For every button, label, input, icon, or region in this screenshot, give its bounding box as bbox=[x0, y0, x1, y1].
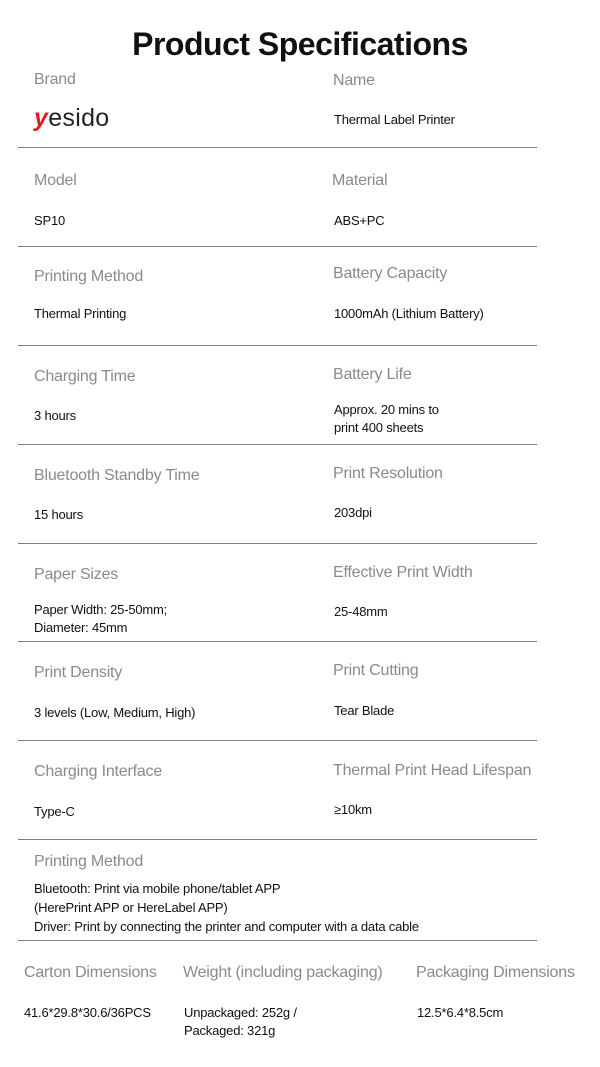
head-lifespan-label: Thermal Print Head Lifespan bbox=[333, 762, 532, 779]
paper-sizes-value-line2: Diameter: 45mm bbox=[34, 620, 128, 635]
weight-value-line2: Packaged: 321g bbox=[184, 1023, 276, 1038]
battery-life-label: Battery Life bbox=[333, 366, 412, 383]
effective-width-label: Effective Print Width bbox=[333, 564, 473, 581]
head-lifespan-value: ≥10km bbox=[334, 802, 372, 817]
material-value: ABS+PC bbox=[334, 213, 385, 228]
carton-dimensions-label: Carton Dimensions bbox=[24, 964, 157, 981]
page-title: Product Specifications bbox=[132, 26, 468, 62]
charging-interface-label: Charging Interface bbox=[34, 763, 163, 780]
divider bbox=[18, 147, 537, 148]
divider bbox=[18, 345, 537, 346]
print-density-value: 3 levels (Low, Medium, High) bbox=[34, 705, 196, 720]
charging-interface-value: Type-C bbox=[34, 804, 75, 819]
name-value: Thermal Label Printer bbox=[334, 112, 455, 127]
battery-life-value-line2: print 400 sheets bbox=[334, 420, 424, 435]
battery-capacity-value: 1000mAh (Lithium Battery) bbox=[334, 306, 484, 321]
divider bbox=[18, 641, 537, 642]
printing-method-2-line2: (HerePrint APP or HereLabel APP) bbox=[34, 900, 228, 915]
bluetooth-standby-label: Bluetooth Standby Time bbox=[34, 467, 200, 484]
model-label: Model bbox=[34, 172, 77, 189]
paper-sizes-value-line1: Paper Width: 25-50mm; bbox=[34, 602, 168, 617]
weight-label: Weight (including packaging) bbox=[183, 964, 383, 981]
charging-time-label: Charging Time bbox=[34, 368, 136, 385]
weight-value-line1: Unpackaged: 252g / bbox=[184, 1005, 297, 1020]
material-label: Material bbox=[332, 172, 388, 189]
divider bbox=[18, 839, 537, 840]
divider bbox=[18, 940, 537, 941]
divider bbox=[18, 444, 537, 445]
printing-method-value: Thermal Printing bbox=[34, 306, 127, 321]
model-value: SP10 bbox=[34, 213, 66, 228]
paper-sizes-label: Paper Sizes bbox=[34, 566, 119, 583]
print-cutting-value: Tear Blade bbox=[334, 703, 395, 718]
name-label: Name bbox=[333, 72, 375, 89]
brand-logo bbox=[34, 104, 109, 133]
divider bbox=[18, 246, 537, 247]
charging-time-value: 3 hours bbox=[34, 408, 76, 423]
brand-label: Brand bbox=[34, 71, 76, 88]
bluetooth-standby-value: 15 hours bbox=[34, 507, 83, 522]
printing-method-2-line3: Driver: Print by connecting the printer and computer with a data cable bbox=[34, 919, 419, 934]
print-resolution-value: 203dpi bbox=[334, 505, 372, 520]
print-cutting-label: Print Cutting bbox=[333, 662, 419, 679]
print-density-label: Print Density bbox=[34, 664, 123, 681]
printing-method-2-label: Printing Method bbox=[34, 853, 144, 870]
divider bbox=[18, 740, 537, 741]
effective-width-value: 25-48mm bbox=[334, 604, 388, 619]
battery-life-value-line1: Approx. 20 mins to bbox=[334, 402, 439, 417]
battery-capacity-label: Battery Capacity bbox=[333, 265, 448, 282]
packaging-dimensions-value: 12.5*6.4*8.5cm bbox=[417, 1005, 504, 1020]
brand-logo-mark: y bbox=[34, 104, 49, 132]
print-resolution-label: Print Resolution bbox=[333, 465, 443, 482]
brand-logo-text: esido bbox=[48, 104, 110, 132]
carton-dimensions-value: 41.6*29.8*30.6/36PCS bbox=[24, 1005, 151, 1020]
printing-method-label: Printing Method bbox=[34, 268, 144, 285]
printing-method-2-line1: Bluetooth: Print via mobile phone/tablet APP bbox=[34, 881, 281, 896]
divider bbox=[18, 543, 537, 544]
packaging-dimensions-label: Packaging Dimensions bbox=[416, 964, 575, 981]
